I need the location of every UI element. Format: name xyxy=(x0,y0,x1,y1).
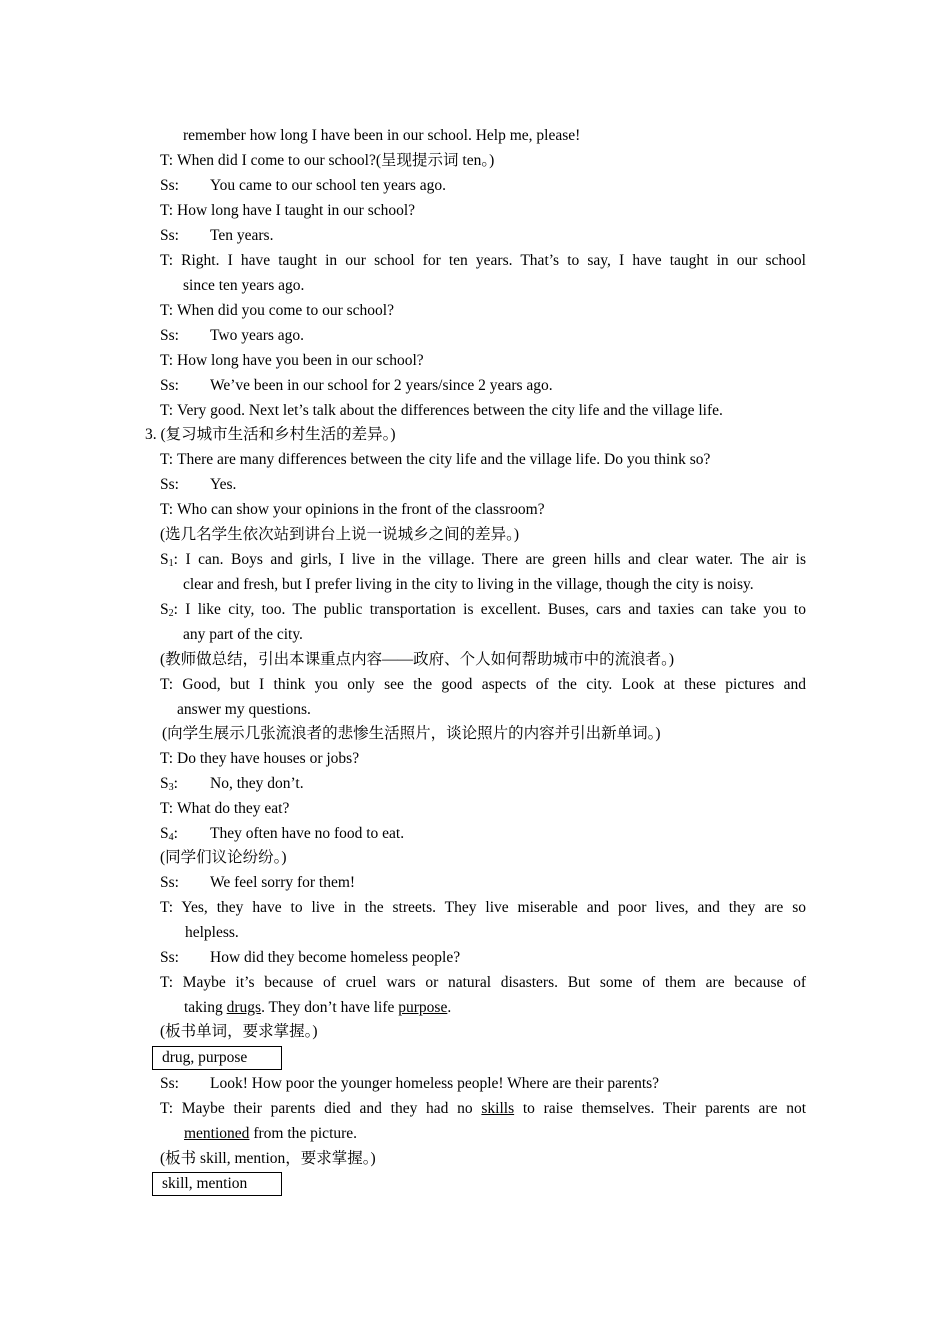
vocab-word-mentioned: mentioned xyxy=(184,1125,250,1142)
dialogue-line xyxy=(160,251,806,271)
dialogue-text: What do they eat? xyxy=(177,800,290,817)
teacher-note: (教师做总结，引出本课重点内容——政府、个人如何帮助城市中的流浪者。) xyxy=(160,651,675,668)
teacher-note: (选几名学生依次站到讲台上说一说城乡之间的差异。) xyxy=(160,526,520,543)
dialogue-text: How did they become homeless people? xyxy=(210,949,461,966)
vocab-word-purpose: purpose xyxy=(398,999,448,1016)
dialogue-text: Who can show your opinions in the front of the classroom? xyxy=(177,501,545,518)
vocab-word-skills: skills xyxy=(481,1100,515,1117)
dialogue-text: Yes. xyxy=(210,476,237,493)
dialogue-text: There are many differences between the city life and the village life. Do you think so? xyxy=(177,451,711,468)
speaker-label: T: xyxy=(160,800,174,817)
dialogue-text: No, they don’t. xyxy=(210,775,304,792)
speaker-label: Ss: xyxy=(160,177,179,194)
dialogue-line xyxy=(160,600,806,620)
speaker-label: T: xyxy=(160,974,174,991)
vocab-word-drugs: drugs xyxy=(226,999,262,1016)
dialogue-text: How long have I taught in our school? xyxy=(177,202,416,219)
dialogue-line xyxy=(160,301,806,321)
teacher-note: (板书单词，要求掌握。) xyxy=(160,1023,318,1040)
speaker-label: T: xyxy=(160,676,174,693)
dialogue-text: I can. Boys and girls, I live in the village. There are green hills and clear water. The air is xyxy=(185,551,807,568)
dialogue-continuation: any part of the city. xyxy=(183,626,303,643)
speaker-label: T: xyxy=(160,1100,174,1117)
speaker-label: Ss: xyxy=(160,377,179,394)
speaker-label: $S_2$: xyxy=(160,601,178,619)
dialogue-line xyxy=(160,550,806,570)
speaker-label: Ss: xyxy=(160,1075,179,1092)
blackboard-words-box: drug, purpose xyxy=(152,1046,282,1070)
step-heading: 3. (复习城市生活和乡村生活的差异。) xyxy=(145,426,396,443)
dialogue-text: Maybe their parents died and they had no skills to raise themselves. Their parents are not xyxy=(181,1100,807,1117)
speaker-label: T: xyxy=(160,402,174,419)
dialogue-line xyxy=(160,675,806,695)
speaker-label: Ss: xyxy=(160,327,179,344)
speaker-label: $S_3$: xyxy=(160,775,178,793)
dialogue-text: When did you come to our school? xyxy=(177,302,394,319)
dialogue-line xyxy=(160,151,806,171)
speaker-label: $S_1$: xyxy=(160,551,178,569)
speaker-label: Ss: xyxy=(160,949,179,966)
dialogue-line xyxy=(160,799,806,819)
dialogue-line xyxy=(160,1099,806,1119)
dialogue-line xyxy=(160,351,806,371)
dialogue-text: We’ve been in our school for 2 years/since 2 years ago. xyxy=(210,377,553,394)
dialogue-text: Two years ago. xyxy=(210,327,305,344)
blackboard-words-box: skill, mention xyxy=(152,1172,282,1196)
teacher-note: (同学们议论纷纷。) xyxy=(160,849,287,866)
dialogue-line xyxy=(160,201,806,221)
dialogue-continuation: answer my questions. xyxy=(177,701,311,718)
speaker-label: T: xyxy=(160,202,174,219)
dialogue-text: They often have no food to eat. xyxy=(210,825,405,842)
speaker-label: Ss: xyxy=(160,227,179,244)
dialogue-text: When did I come to our school?(呈现提示词 ten。) xyxy=(177,152,495,169)
speaker-label: Ss: xyxy=(160,874,179,891)
dialogue-line xyxy=(160,401,806,421)
dialogue-line xyxy=(160,973,806,993)
teacher-note: (板书 skill, mention，要求掌握。) xyxy=(160,1150,376,1167)
speaker-label: T: xyxy=(160,302,174,319)
dialogue-continuation: mentioned from the picture. xyxy=(184,1125,358,1142)
dialogue-continuation: since ten years ago. xyxy=(183,277,305,294)
dialogue-continuation: helpless. xyxy=(185,924,239,941)
speaker-label: T: xyxy=(160,451,174,468)
speaker-label: Ss: xyxy=(160,476,179,493)
dialogue-line xyxy=(160,898,806,918)
dialogue-text: Good, but I think you only see the good aspects of the city. Look at these pictures and xyxy=(182,676,807,693)
speaker-label: T: xyxy=(160,252,174,269)
dialogue-text: Very good. Next let’s talk about the differences between the city life and the village life. xyxy=(177,402,723,419)
speaker-label: T: xyxy=(160,352,174,369)
speaker-label: T: xyxy=(160,750,174,767)
speaker-label: $S_4$: xyxy=(160,825,178,843)
dialogue-line xyxy=(160,500,806,520)
dialogue-text: Yes, they have to live in the streets. They live miserable and poor lives, and they are so xyxy=(181,899,806,916)
speaker-label: T: xyxy=(160,899,174,916)
dialogue-text: Ten years. xyxy=(210,227,274,244)
dialogue-text: Look! How poor the younger homeless people! Where are their parents? xyxy=(210,1075,660,1092)
dialogue-text: I like city, too. The public transportation is excellent. Buses, cars and taxies can take you to xyxy=(185,601,806,618)
teacher-note: (向学生展示几张流浪者的悲惨生活照片，谈论照片的内容并引出新单词。) xyxy=(162,725,661,742)
speaker-label: T: xyxy=(160,152,174,169)
speaker-label: T: xyxy=(160,501,174,518)
dialogue-text: Maybe it’s because of cruel wars or natural disasters. But some of them are because of xyxy=(182,974,806,991)
dialogue-continuation: remember how long I have been in our school. Help me, please! xyxy=(183,127,581,144)
dialogue-line xyxy=(160,450,806,470)
dialogue-text: We feel sorry for them! xyxy=(210,874,356,891)
dialogue-continuation: clear and fresh, but I prefer living in the city to living in the village, though the city is noisy. xyxy=(183,576,754,593)
dialogue-line xyxy=(160,749,806,769)
dialogue-text: You came to our school ten years ago. xyxy=(210,177,447,194)
dialogue-text: Do they have houses or jobs? xyxy=(177,750,360,767)
dialogue-text: How long have you been in our school? xyxy=(177,352,424,369)
dialogue-continuation: taking drugs. They don’t have life purpose. xyxy=(184,999,452,1016)
dialogue-text: Right. I have taught in our school for ten years. That’s to say, I have taught in our school xyxy=(181,252,806,269)
